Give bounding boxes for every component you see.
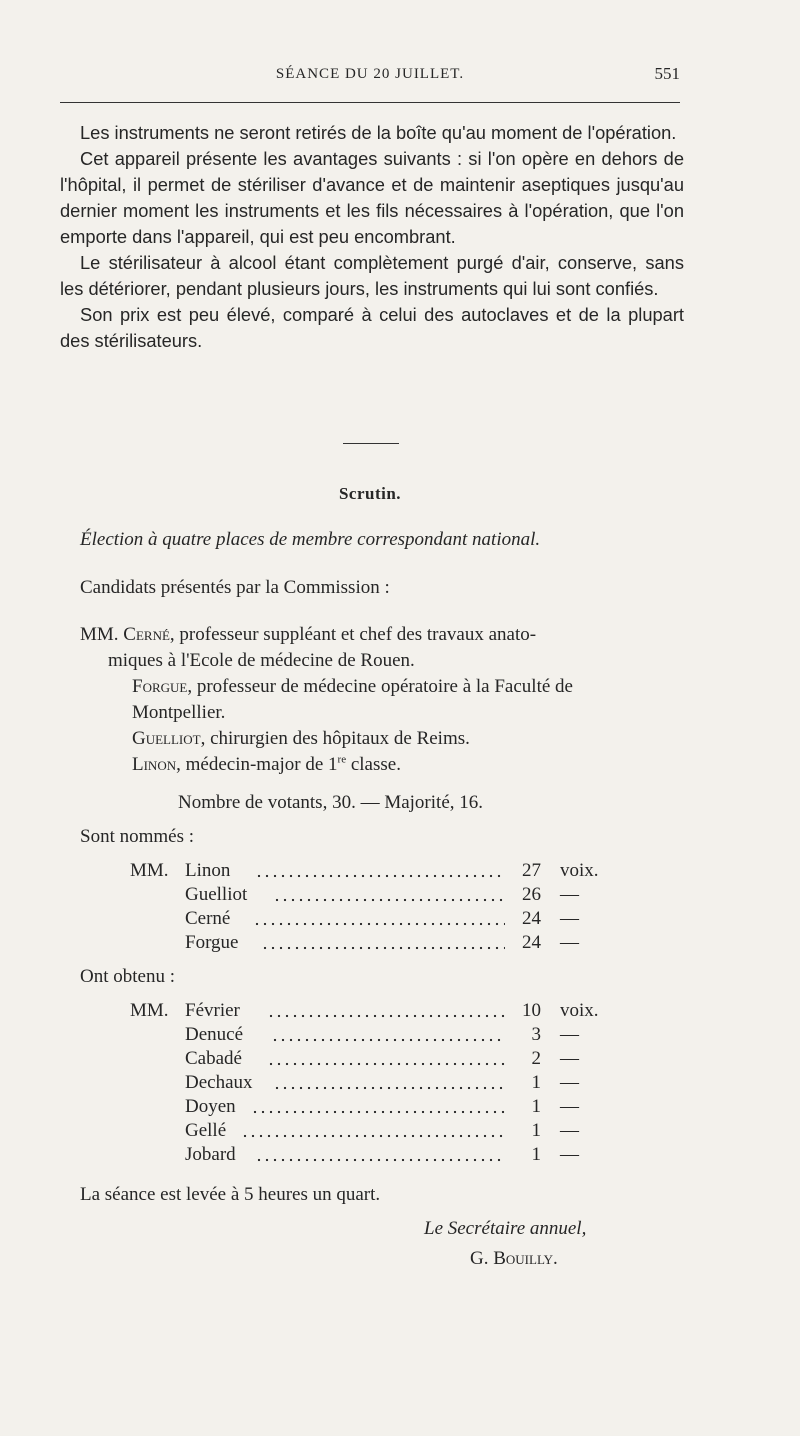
candidate-description-continued: Montpellier. [132,702,226,723]
candidate-cerne [80,624,536,646]
result-name: Guelliot [185,884,248,905]
result-row [185,1048,615,1074]
result-row [185,1072,615,1098]
result-name: Jobard [185,1144,236,1165]
dot-leader [273,898,505,902]
paragraph: Cet appareil présente les avantages suivants : si l'on opère en dehors de l'hôpital, il permet de stériliser d'avance et de maintenir aseptiques jusqu'au dernier moment les instruments et les fils nécessaires à l'opération, que l'on emporte dans l'appareil, qui est peu encombrant. [60,148,684,247]
candidate-name: Forgue [132,676,188,697]
paragraph: Son prix est peu élevé, comparé à celui des autoclaves et de la plupart des stérilisateurs. [60,304,684,351]
result-unit: — [560,908,579,929]
result-votes: 10 [522,1000,541,1021]
header-rule [60,102,680,103]
candidate-description-continued: miques à l'Ecole de médecine de Rouen. [108,650,415,671]
dot-leader [267,1014,505,1018]
candidate-guelliot [132,728,470,750]
candidate-description: , chirurgien des hôpitaux de Reims. [200,728,470,749]
candidates-prefix: MM. [80,624,119,645]
dot-leader [253,922,505,926]
result-votes: 1 [531,1072,541,1093]
candidate-linon [132,754,401,776]
result-votes: 24 [522,932,541,953]
result-row [185,1120,615,1146]
result-unit: — [560,1048,579,1069]
result-row [130,1000,615,1026]
closing-statement: La séance est levée à 5 heures un quart. [80,1184,381,1205]
result-row [185,932,615,958]
result-unit: voix. [560,860,599,881]
result-name: Février [185,1000,240,1021]
result-votes: 26 [522,884,541,905]
dot-leader [273,1086,505,1090]
section-divider [343,443,399,444]
dot-leader [255,874,505,878]
dot-leader [251,1110,505,1114]
page-header [60,64,680,94]
result-unit: — [560,884,579,905]
signature-title: Le Secrétaire annuel, [424,1218,587,1239]
result-name: Forgue [185,932,239,953]
result-row [185,884,615,910]
candidate-description-end: classe. [346,754,401,775]
candidate-description: , professeur de médecine opératoire à la Faculté de [187,676,573,697]
running-head: SÉANCE DU 20 JUILLET. [275,66,465,82]
vote-summary: Nombre de votants, 30. — Majorité, 16. [178,792,484,813]
result-name: Dechaux [185,1072,253,1093]
section-title: Scrutin. [338,484,402,503]
result-row [185,1024,615,1050]
candidate-name: Guelliot [132,728,201,749]
dot-leader [255,1158,505,1162]
dot-leader [241,1134,505,1138]
result-name: Gellé [185,1120,227,1141]
list-prefix: MM. [130,1000,169,1021]
page-number: 551 [654,64,680,83]
candidate-forgue [132,676,573,698]
signature-name: G. Bouilly. [470,1248,558,1269]
superscript: re [337,753,347,766]
result-unit: — [560,932,579,953]
list-prefix: MM. [130,860,169,881]
dot-leader [267,1062,505,1066]
result-unit: — [560,1144,579,1165]
candidate-description: , professeur suppléant et chef des travaux anato- [169,624,537,645]
result-row [130,860,615,886]
dot-leader [271,1038,505,1042]
candidate-name: Linon [132,754,177,775]
result-name: Denucé [185,1024,244,1045]
result-row [185,1096,615,1122]
result-row [185,908,615,934]
result-name: Cerné [185,908,231,929]
result-votes: 3 [531,1024,541,1045]
result-votes: 1 [531,1144,541,1165]
result-votes: 1 [531,1120,541,1141]
paragraph: Les instruments ne seront retirés de la boîte qu'au moment de l'opération. [80,122,677,143]
result-unit: — [560,1096,579,1117]
obtained-label: Ont obtenu : [80,966,175,987]
candidates-intro: Candidats présentés par la Commission : [80,577,390,598]
result-name: Linon [185,860,231,881]
dot-leader [261,946,505,950]
result-unit: — [560,1072,579,1093]
result-name: Cabadé [185,1048,242,1069]
result-votes: 2 [531,1048,541,1069]
result-unit: — [560,1024,579,1045]
paragraph: Le stérilisateur à alcool étant complètement purgé d'air, conserve, sans les détériorer, pendant plusieurs jours, les instruments qui lui sont confiés. [60,252,684,299]
candidate-description: , médecin-major de 1 [176,754,338,775]
result-row [185,1144,615,1170]
result-unit: — [560,1120,579,1141]
result-unit: voix. [560,1000,599,1021]
result-name: Doyen [185,1096,236,1117]
body-text [60,120,684,354]
elected-label: Sont nommés : [80,826,195,847]
candidate-name: Cerné [123,624,170,645]
result-votes: 24 [522,908,541,929]
result-votes: 27 [522,860,541,881]
election-title: Élection à quatre places de membre correspondant national. [80,529,541,550]
result-votes: 1 [531,1096,541,1117]
